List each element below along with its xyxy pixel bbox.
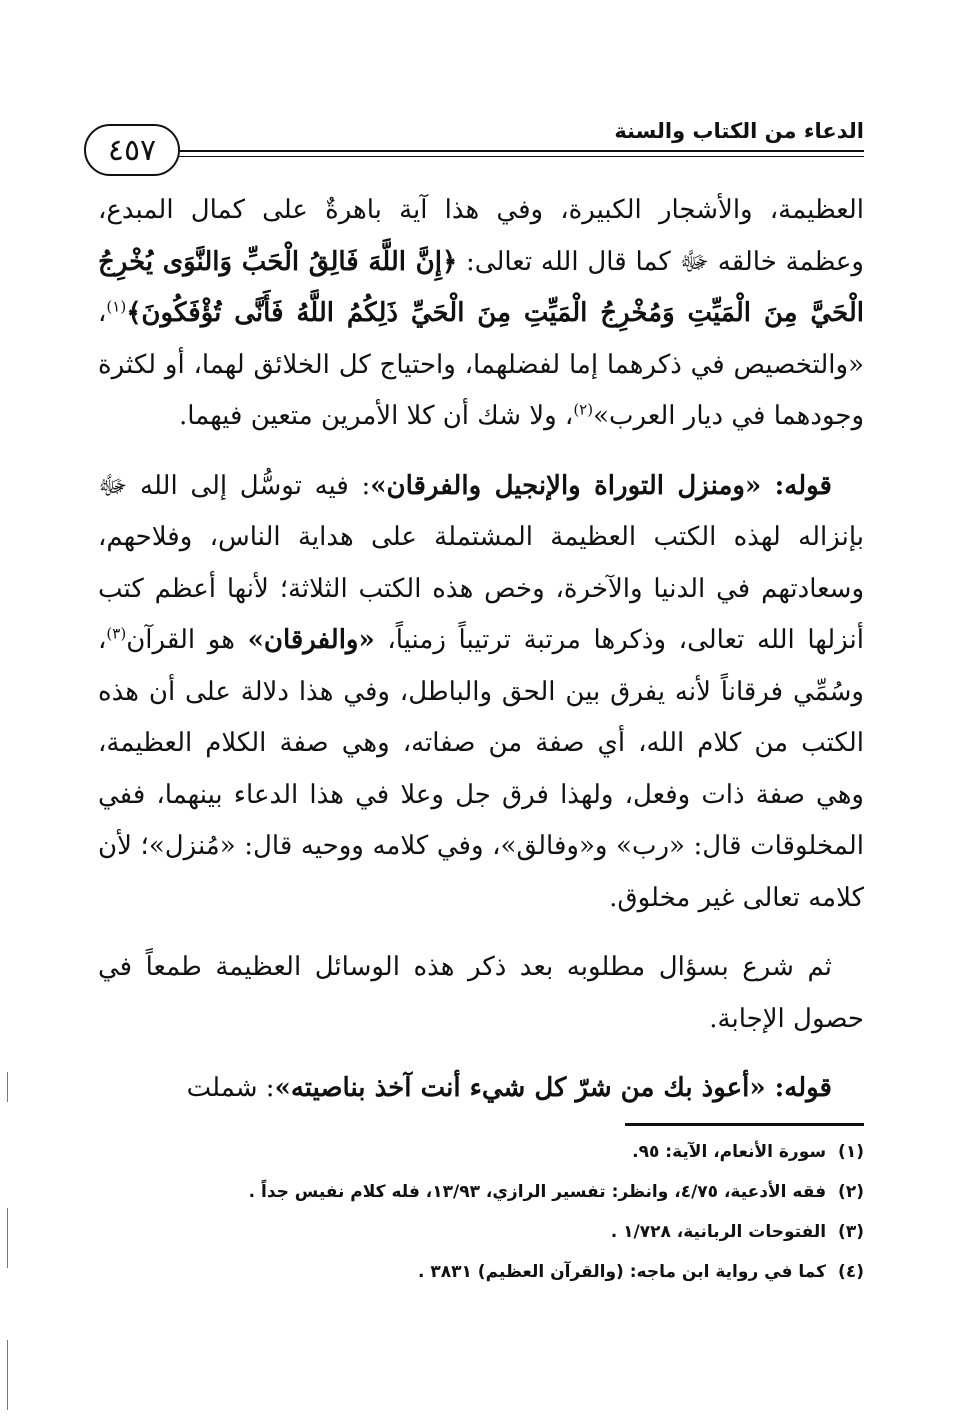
footnote-ref-3[interactable]: (٣): [106, 624, 127, 643]
footnote-3: [98, 1212, 864, 1252]
running-title: الدعاء من الكتاب والسنة: [614, 119, 864, 143]
paragraph-1-text-b: ، «والتخصيص في ذكرهما إما لفضلهما، واحتياج كل الخلائق لهما، أو لكثرة وجودهما في ديار العرب»: [98, 298, 864, 431]
paragraph-1-text-a: العظيمة، والأشجار الكبيرة، وفي هذا آية باهرةٌ على كمال المبدع، وعظمة خالقه ﷻ كما قال الله تعالى:: [98, 195, 864, 277]
footnote-2: [98, 1172, 864, 1212]
footnote-text: فقه الأدعية، ٤/٧٥، وانظر: تفسير الرازي، ١٣/٩٣، فله كلام نفيس جداً .: [248, 1182, 827, 1202]
footnote-text: كما في رواية ابن ماجه: (والقرآن العظيم) ٣٨٣١ .: [417, 1262, 827, 1282]
footnote-ref-2[interactable]: (٢): [573, 400, 594, 419]
paragraph-1-text-c: ، ولا شك أن كلا الأمرين متعين فيهما.: [178, 401, 574, 431]
page-number: [84, 124, 180, 176]
paragraph-1: [98, 185, 864, 443]
footnote-text: سورة الأنعام، الآية: ٩٥.: [632, 1142, 827, 1162]
scan-edge-mark: [7, 1340, 8, 1410]
scan-edge-mark: [7, 1208, 8, 1268]
paragraph-2: [98, 461, 864, 925]
footnote-4: [98, 1252, 864, 1292]
footnote-number: (٢): [838, 1182, 864, 1202]
footnote-number: (١): [838, 1142, 864, 1162]
paragraph-2-bold-term: «والفرقان»: [247, 625, 375, 655]
paragraph-4-lead: قوله: «أعوذ بك من شرّ كل شيء أنت آخذ بناصيته»: [274, 1073, 832, 1103]
paragraph-2-lead: قوله: «ومنزل التوراة والإنجيل والفرقان»: [370, 470, 832, 501]
footnote-1: [98, 1132, 864, 1172]
page-number-text: ٤٥٧: [107, 132, 157, 168]
quran-verse: ﴿إِنَّ اللَّهَ فَالِقُ الْحَبِّ وَالنَّوَى يُخْرِجُ الْحَيَّ مِنَ الْمَيِّتِ وَمُخْرِجُ الْمَيِّتِ مِنَ الْحَيِّ ذَلِكُمُ اللَّهُ فَأَنَّى تُؤْفَكُونَ﴾: [98, 246, 864, 328]
footnote-rule: [625, 1123, 864, 1126]
paragraph-3-text: ثم شرع بسؤال مطلوبه بعد ذكر هذه الوسائل العظيمة طمعاً في حصول الإجابة.: [98, 952, 864, 1034]
paragraph-4-text-a: : شملت: [186, 1073, 275, 1103]
footnote-number: (٣): [838, 1222, 864, 1242]
paragraph-4: [98, 1063, 864, 1115]
footnote-text: الفتوحات الربانية، ١/٧٢٨ .: [610, 1222, 827, 1242]
paragraph-2-text-a: : فيه توسُّل إلى الله ﷻ بإنزاله لهذه الكتب العظيمة المشتملة على هداية الناس، وفلاحهم، وسعادتهم في الدنيا والآخرة، وخص هذه الكتب الثلاثة؛ لأنها أعظم كتب أنزلها الله تعالى، وذكرها مرتبة ترتيباً زمنياً،: [98, 470, 864, 655]
footnotes: [98, 1132, 864, 1292]
header-rule: [178, 150, 864, 157]
scan-edge-mark: [7, 1072, 8, 1102]
paragraph-2-text-c: ، وسُمِّي فرقاناً لأنه يفرق بين الحق والباطل، وفي هذا دلالة على أن هذه الكتب من كلام الله، أي صفة من صفاته، وهي صفة الكلام العظيمة، وهي صفة ذات وفعل، ولهذا فرق جل وعلا في هذا الدعاء بينهما، ففي المخلوقات قال: «رب» و«وفالق»، وفي كلامه ووحيه قال: «مُنزل»؛ لأن كلامه تعالى غير مخلوق.: [98, 625, 864, 913]
footnote-number: (٤): [838, 1262, 864, 1282]
paragraph-2-text-b: هو القرآن: [126, 625, 248, 655]
footnote-ref-1[interactable]: (١): [106, 297, 127, 316]
main-text: [98, 185, 864, 1115]
paragraph-3: [98, 942, 864, 1045]
